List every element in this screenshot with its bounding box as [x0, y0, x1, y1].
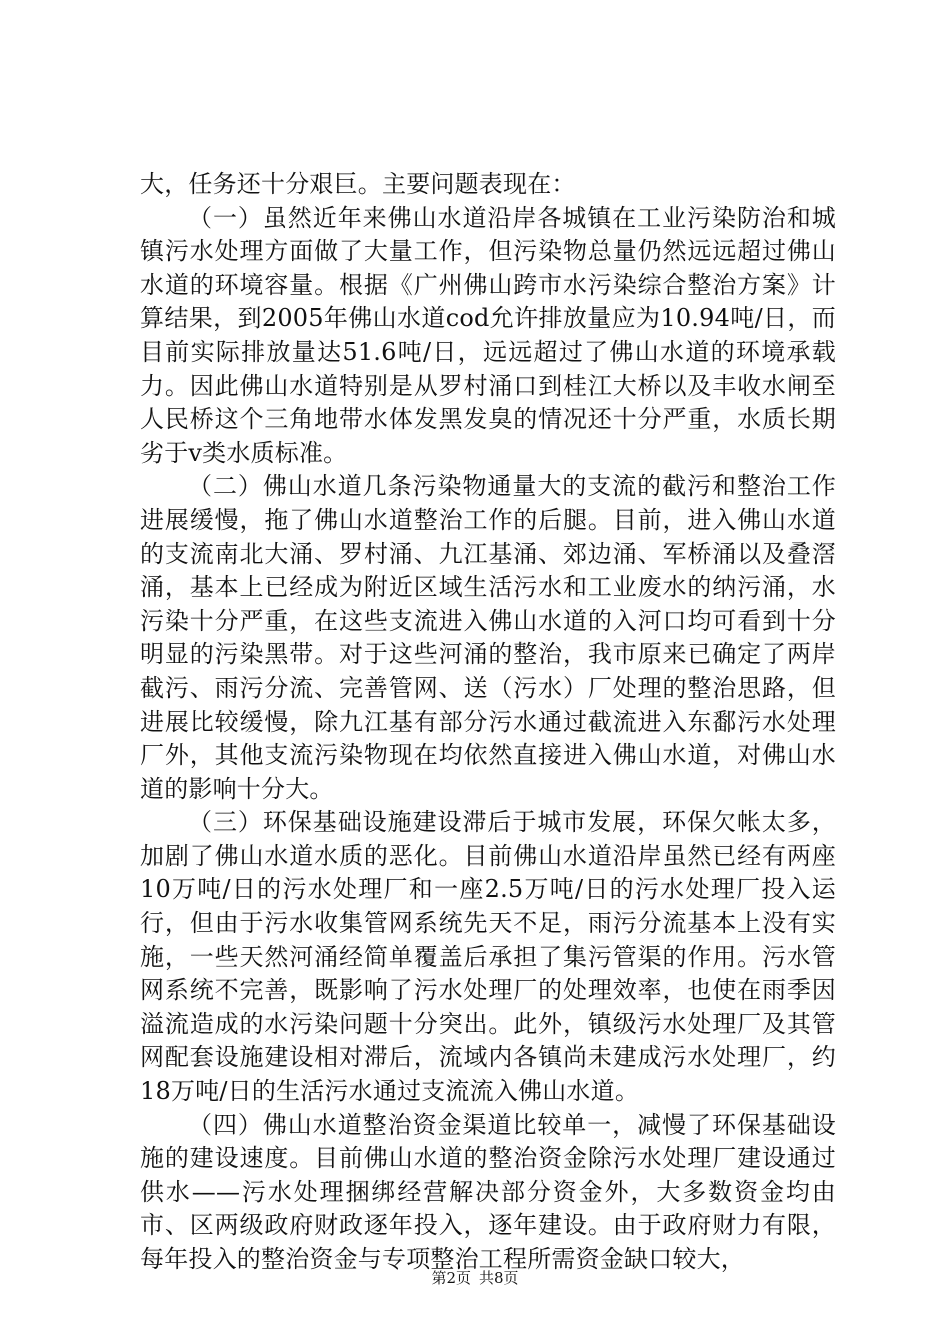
paragraph-issue-3: （三）环保基础设施建设滞后于城市发展，环保欠帐太多，加剧了佛山水道水质的恶化。目前佛山水道沿岸虽然已经有两座10万吨/日的污水处理厂和一座2.5万吨/日的污水处理厂投入运行，但由于污水收集管网系统先天不足，雨污分流基本上没有实施，一些天然河涌经简单覆盖后承担了集污管渠的作用。污水管网系统不完善，既影响了污水处理厂的处理效率，也使在雨季因溢流造成的水污染问题十分突出。此外，镇级污水处理厂及其管网配套设施建设相对滞后，流域内各镇尚未建成污水处理厂，约18万吨/日的生活污水通过支流流入佛山水道。: [140, 808, 836, 1106]
paragraph-issue-1: （一）虽然近年来佛山水道沿岸各城镇在工业污染防治和城镇污水处理方面做了大量工作，但污染物总量仍然远远超过佛山水道的环境容量。根据《广州佛山跨市水污染综合整治方案》计算结果，到2005年佛山水道cod允许排放量应为10.94吨/日，而目前实际排放量达51.6吨/日，远远超过了佛山水道的环境承载力。因此佛山水道特别是从罗村涌口到桂江大桥以及丰收水闸至人民桥这个三角地带水体发黑发臭的情况还十分严重，水质长期劣于v类水质标准。: [140, 203, 836, 467]
paragraph-issue-2: （二）佛山水道几条污染物通量大的支流的截污和整治工作进展缓慢，拖了佛山水道整治工作的后腿。目前，进入佛山水道的支流南北大涌、罗村涌、九江基涌、郊边涌、军桥涌以及叠滘涌，基本上已经成为附近区域生活污水和工业废水的纳污涌，水污染十分严重，在这些支流进入佛山水道的入河口均可看到十分明显的污染黑带。对于这些河涌的整治，我市原来已确定了两岸截污、雨污分流、完善管网、送（污水）厂处理的整治思路，但进展比较缓慢，除九江基有部分污水通过截流进入东鄱污水处理厂外，其他支流污染物现在均依然直接进入佛山水道，对佛山水道的影响十分大。: [140, 472, 836, 803]
paragraph-continuation: 大，任务还十分艰巨。主要问题表现在：: [140, 170, 576, 198]
page-total: 共8页: [479, 1269, 519, 1287]
page-number: 第2页: [431, 1269, 471, 1287]
paragraph-issue-4: （四）佛山水道整治资金渠道比较单一，减慢了环保基础设施的建设速度。目前佛山水道的整治资金除污水处理厂建设通过供水——污水处理捆绑经营解决部分资金外，大多数资金均由市、区两级政府财政逐年投入，逐年建设。由于政府财力有限，每年投入的整治资金与专项整治工程所需资金缺口较大，: [140, 1110, 836, 1273]
page-footer: [0, 1268, 950, 1288]
document-body: [140, 168, 836, 1277]
